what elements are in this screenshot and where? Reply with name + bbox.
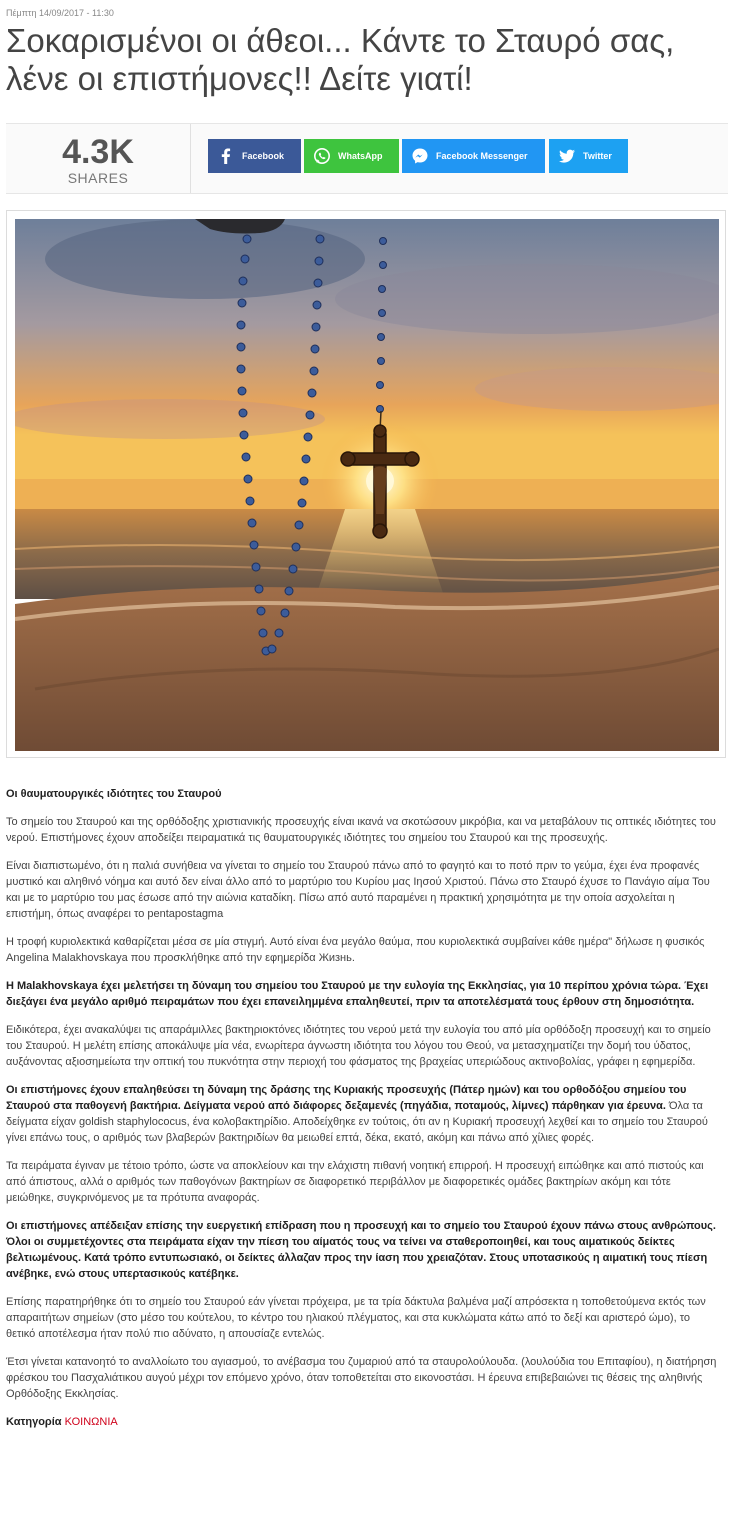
facebook-share-label: Facebook — [242, 151, 285, 161]
facebook-share-button[interactable] — [208, 139, 301, 173]
paragraph-6-text: Όλα τα δείγματα είχαν goldish staphylococus, ένα κολοβακτηρίδιο. Αποδείχθηκε εν τούτοις, ότι αν η Κυριακή προσευχή λεχθεί και το σημείο του Σταυρού γίνει επάνω τους, ο αριθμός των βλαβερών βακτηριδίων θα μειωθεί επτά, δέκα, εκατό, ακόμη και πάνω από χίλιες φορές. — [6, 1100, 708, 1144]
category-label: Κατηγορία — [6, 1416, 62, 1428]
share-bar — [6, 123, 728, 194]
paragraph-2: Είναι διαπιστωμένο, ότι η παλιά συνήθεια να γίνεται το σημείο του Σταυρού πάνω από το φαγητό και το ποτό πριν το γεύμα, έχει ένα προφανές μυστικό και αληθινό νόημα και αυτό δεν είναι άλλο από το μαρτύριο του Κυρίου μας Ιησού Χριστού. Πάνω στο Σταυρό έχυσε το Πανάγιο αίμα Του και με το μαρτύριο του μας έσωσε από την αιώνια καταδίκη. Πίσω από αυτό παραμένει η πρακτική χρησιμότητα με την οποία ασχολείται η επιστήμη, όπως αναφέρει το pentapostagma — [6, 860, 710, 920]
hero-image-frame — [6, 210, 726, 758]
twitter-icon — [557, 146, 577, 166]
paragraph-5: Ειδικότερα, έχει ανακαλύψει τις απαράμιλλες βακτηριοκτόνες ιδιότητες του νερού μετά την ευλογία του από μία ορθόδοξη προσευχή και το σημείο του Σταυρού. Η μελέτη επίσης αποκάλυψε μία νέα, ενωρίτερα άγνωστη ιδιότητα του λόγου του Θεού, να μετασχηματίζει την δομή του ύδατος, αυξάνοντας αξιοσημείωτα την οπτική του πυκνότητα στην περιοχή του φάσματος της βραχείας υπεριώδους ακτινοβολίας, γράφει η εφημερίδα. — [6, 1024, 711, 1068]
paragraph-8 — [6, 1218, 720, 1282]
paragraph-9: Επίσης παρατηρήθηκε ότι το σημείο του Σταυρού εάν γίνεται πρόχειρα, με τα τρία δάκτυλα βαλμένα μαζί απρόσεκτα η τοποθετούμενα εκτός των απαραιτήτων σημείων (στο μέσο του κούτελου, το κέντρο του ηλιακού πλέγματος, και στα κυκλώματα κάτω από το δεξί και αριστερό ώμο), το θετικό αποτέλεσμα ήταν πολύ πιο αδύνατο, η απουσίαζε εντελώς. — [6, 1296, 706, 1340]
paragraph-4-bold: Η Malakhovskaya έχει μελετήσει τη δύναμη του σημείου του Σταυρού με την ευλογία της Εκκλησίας, για 10 περίπου χρόνια τώρα. Έχει διεξάγει ένα μεγάλο αριθμό πειραμάτων που έχει επανειλημμένα επαληθευτεί, πριν τα αποτελέσματά τους έρθουν στη δημοσιότητα. — [6, 980, 709, 1008]
messenger-icon — [410, 146, 430, 166]
facebook-icon — [216, 146, 236, 166]
paragraph-4 — [6, 978, 720, 1010]
share-counter — [6, 124, 191, 193]
post-date: Πέμπτη 14/09/2017 - 11:30 — [6, 8, 114, 18]
article-heading: Οι θαυματουργικές ιδιότητες του Σταυρού — [6, 788, 222, 800]
paragraph-7: Τα πειράματα έγιναν με τέτοιο τρόπο, ώστε να αποκλείουν και την ελάχιστη πιθανή νοητική επιρροή. Η προσευχή ειπώθηκε και από πιστούς και από άπιστους, αλλά ο αριθμός των παθογόνων βακτηρίων σε διαφορετικό περιβάλλον με διαφορετικές ομάδες βακτηρίων ακόμη και τότε μειώθηκε, συγκρινόμενος με τα πρότυπα αναφοράς. — [6, 1160, 704, 1204]
category-line — [6, 1414, 720, 1430]
messenger-share-label: Facebook Messenger — [436, 151, 528, 161]
paragraph-1: Το σημείο του Σταυρού και της ορθόδοξης χριστιανικής προσευχής είναι ικανά να σκοτώσουν μικρόβια, και να μεταβάλουν τις οπτικές ιδιότητες του νερού. Επιστήμονες έχουν αποδείξει πειραματικά τις θαυματουργικές ιδιότητες του σημείου του Σταυρού και της προσευχής. — [6, 816, 716, 844]
paragraph-6-bold: Οι επιστήμονες έχουν επαληθεύσει τη δύναμη της δράσης της Κυριακής προσευχής (Πάτερ ημών) και του ορθοδόξου σημείου του Σταυρού στα παθογενή βακτήρια. Δείγματα νερού από διάφορες δεξαμενές (πηγάδια, ποταμούς, λίμνες) πάρθηκαν για έρευνα. — [6, 1084, 687, 1112]
paragraph-10: Έτσι γίνεται κατανοητό το αναλλοίωτο του αγιασμού, το ανέβασμα του ζυμαριού από τα σταυρολούλουδα. (λουλούδια του Επιταφίου), η διατήρηση φρέσκου του Πασχαλιάτικου αυγού μέχρι τον επόμενο χρόνο, όταν τοποθετείται στο εικονοστάσι. Η έρευνα επιβεβαιώνει τις θέσεις της αληθινής Ορθόδοξης Εκκλησίας. — [6, 1356, 717, 1400]
whatsapp-share-button[interactable] — [304, 139, 399, 173]
whatsapp-share-label: WhatsApp — [338, 151, 383, 161]
share-label: SHARES — [67, 170, 129, 186]
twitter-share-label: Twitter — [583, 151, 612, 161]
article-body — [6, 786, 720, 1430]
hero-image — [15, 219, 719, 751]
category-link[interactable]: ΚΟΙΝΩΝΙΑ — [64, 1416, 118, 1428]
paragraph-6 — [6, 1082, 720, 1146]
share-count: 4.3K — [62, 133, 134, 171]
article-title: Σοκαρισμένοι οι άθεοι... Κάντε το Σταυρό σας, λένε οι επιστήμονες!! Δείτε γιατί! — [6, 22, 675, 97]
paragraph-3: Η τροφή κυριολεκτικά καθαρίζεται μέσα σε μία στιγμή. Αυτό είναι ένα μεγάλο θαύμα, που κυριολεκτικά συμβαίνει κάθε ημέρα" δήλωσε η φυσικός Angelina Malakhovskaya που προσκλήθηκε από την εφημερίδα Жизнь. — [6, 936, 705, 964]
whatsapp-icon — [312, 146, 332, 166]
twitter-share-button[interactable] — [549, 139, 628, 173]
messenger-share-button[interactable] — [402, 139, 545, 173]
paragraph-8-bold: Οι επιστήμονες απέδειξαν επίσης την ευεργετική επίδραση που η προσευχή και το σημείο του Σταυρού έχουν πάνω στους ανθρώπους. Όλοι οι συμμετέχοντες στα πειράματα είχαν την πίεση του αίματός τους να τείνει να σταθεροποιηθεί, και τους αιματικούς δείκτες βελτιωμένους. Κατά τρόπο εντυπωσιακό, οι δείκτες άλλαζαν προς την ίαση που χρειαζόταν. Στους υποτασικούς η αιματική τους πίεση ανέβηκε, ενώ στους υπερτασικούς κατέβηκε. — [6, 1220, 716, 1280]
